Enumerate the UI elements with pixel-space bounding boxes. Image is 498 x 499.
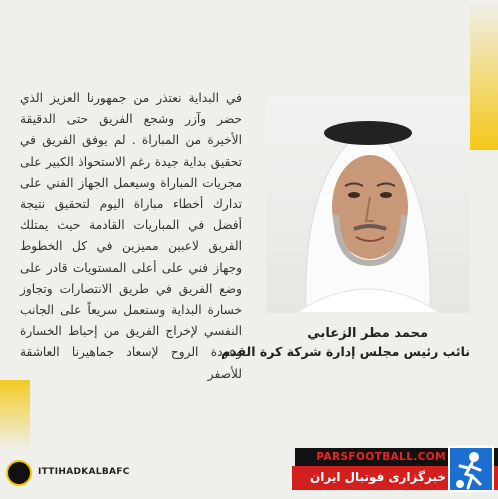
- football-player-icon: [448, 446, 494, 492]
- club-logo-icon: [6, 460, 32, 486]
- person-title: نائب رئيس مجلس إدارة شركة كرة القدم: [221, 344, 470, 359]
- accent-stripe-bottom: [0, 380, 30, 450]
- watermark-site-text: PARSFOOTBALL.COM: [316, 451, 446, 463]
- watermark-agency-text: خبرگزاری فوتبال ایران: [310, 470, 446, 484]
- portrait-photo: [266, 95, 470, 313]
- portrait-illustration: [266, 95, 470, 313]
- player-silhouette-icon: [450, 448, 492, 490]
- club-handle: ITTIHADKALBAFC: [38, 467, 130, 477]
- accent-stripe-top: [470, 0, 498, 150]
- statement-text: في البداية نعتذر من جمهورنا العزيز الذي حضر وآزر وشجع الفريق حتى الدقيقة الأخيرة من المباراة . لم يوفق الفريق في تحقيق بداية جيدة رغم الاستحواذ الكبير على مجريات المباراة وسيعمل الجهاز الفني على تدارك أخطاء مباراة اليوم لتحقيق نتيجة أفضل في المباريات القادمة حيث يمتلك الفريق لاعبين مميزين في كل الخطوط وجهاز فني على أعلى المستويات قادر على وضع الفريق في طريق الانتصارات وتجاوز خسارة البداية وسنعمل سريعاً على الجانب النفسي لإخراج الفريق من إحباط الخسارة وعودة الروح لإسعاد جماهيرنا العاشقة للأصفر: [20, 91, 242, 381]
- person-name: محمد مطر الزعابي: [307, 326, 428, 341]
